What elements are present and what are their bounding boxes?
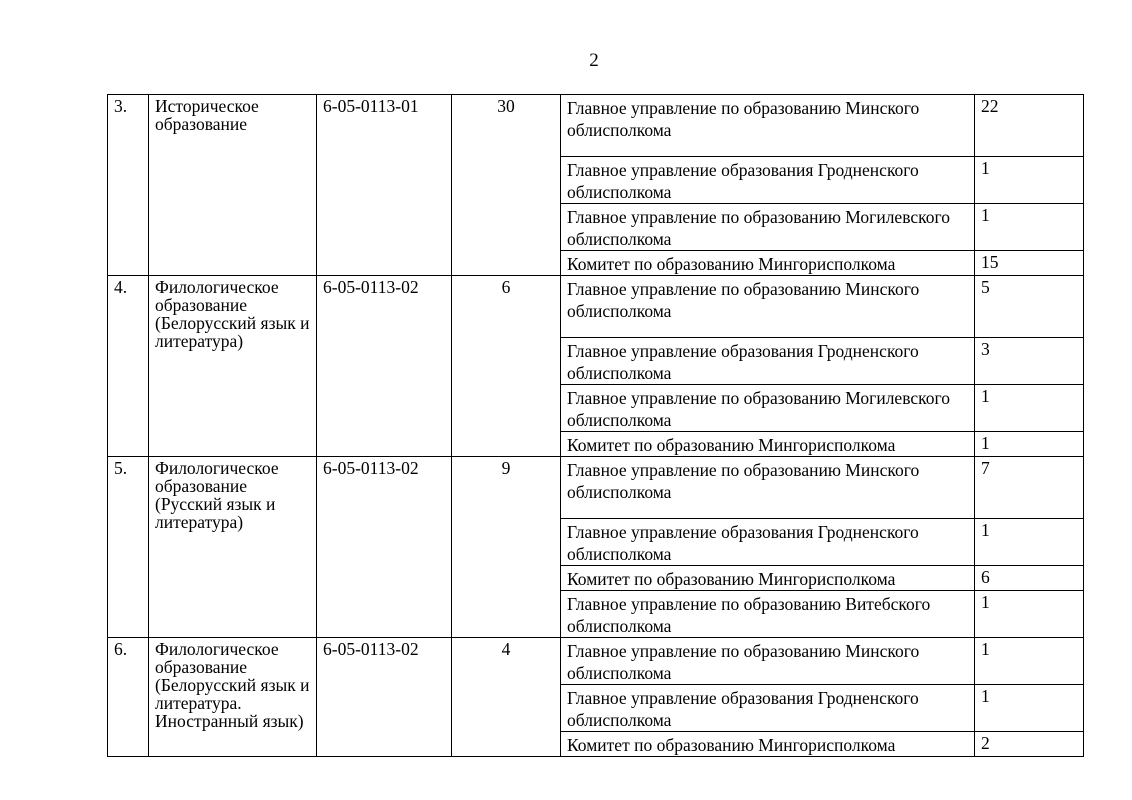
specialty-code: 6-05-0113-02	[317, 638, 452, 757]
specialty-code: 6-05-0113-01	[317, 95, 452, 276]
allocation-count: 5	[975, 276, 1084, 338]
specialty-name: Филологическое образование (Русский язык и литература)	[149, 457, 317, 638]
total-count: 6	[452, 276, 561, 457]
allocation-count: 1	[975, 432, 1084, 457]
organization-name: Главное управление по образованию Минского облисполкома	[561, 638, 975, 685]
allocation-count: 1	[975, 204, 1084, 251]
total-count: 30	[452, 95, 561, 276]
total-count: 9	[452, 457, 561, 638]
organization-name: Главное управление образования Гродненского облисполкома	[561, 519, 975, 566]
specialty-name: Историческое образование	[149, 95, 317, 276]
organization-name: Главное управление по образованию Витебского облисполкома	[561, 591, 975, 638]
allocation-table	[107, 94, 1084, 757]
total-count: 4	[452, 638, 561, 757]
table-row	[108, 95, 1084, 157]
allocation-count: 1	[975, 385, 1084, 432]
specialty-code: 6-05-0113-02	[317, 276, 452, 457]
allocation-count: 1	[975, 638, 1084, 685]
organization-name: Главное управление по образованию Минского облисполкома	[561, 276, 975, 338]
table-row	[108, 276, 1084, 338]
organization-name: Главное управление образования Гродненского облисполкома	[561, 157, 975, 204]
organization-name: Главное управление по образованию Могилевского облисполкома	[561, 204, 975, 251]
specialty-code: 6-05-0113-02	[317, 457, 452, 638]
specialty-name: Филологическое образование (Белорусский язык и литература)	[149, 276, 317, 457]
organization-name: Главное управление образования Гродненского облисполкома	[561, 338, 975, 385]
specialty-name: Филологическое образование (Белорусский язык и литература. Иностранный язык)	[149, 638, 317, 757]
row-number: 4.	[108, 276, 149, 457]
allocation-count: 7	[975, 457, 1084, 519]
page-number: 2	[589, 50, 599, 71]
organization-name: Комитет по образованию Мингорисполкома	[561, 251, 975, 276]
allocation-count: 15	[975, 251, 1084, 276]
allocation-count: 22	[975, 95, 1084, 157]
organization-name: Главное управление по образованию Минского облисполкома	[561, 95, 975, 157]
row-number: 6.	[108, 638, 149, 757]
allocation-count: 1	[975, 157, 1084, 204]
allocation-count: 1	[975, 685, 1084, 732]
allocation-count: 6	[975, 566, 1084, 591]
organization-name: Комитет по образованию Мингорисполкома	[561, 732, 975, 757]
table-row	[108, 638, 1084, 685]
allocation-count: 1	[975, 591, 1084, 638]
allocation-count: 1	[975, 519, 1084, 566]
row-number: 5.	[108, 457, 149, 638]
organization-name: Комитет по образованию Мингорисполкома	[561, 432, 975, 457]
organization-name: Главное управление по образованию Могилевского облисполкома	[561, 385, 975, 432]
organization-name: Главное управление образования Гродненского облисполкома	[561, 685, 975, 732]
allocation-count: 3	[975, 338, 1084, 385]
organization-name: Комитет по образованию Мингорисполкома	[561, 566, 975, 591]
row-number: 3.	[108, 95, 149, 276]
organization-name: Главное управление по образованию Минского облисполкома	[561, 457, 975, 519]
table-row	[108, 457, 1084, 519]
allocation-count: 2	[975, 732, 1084, 757]
